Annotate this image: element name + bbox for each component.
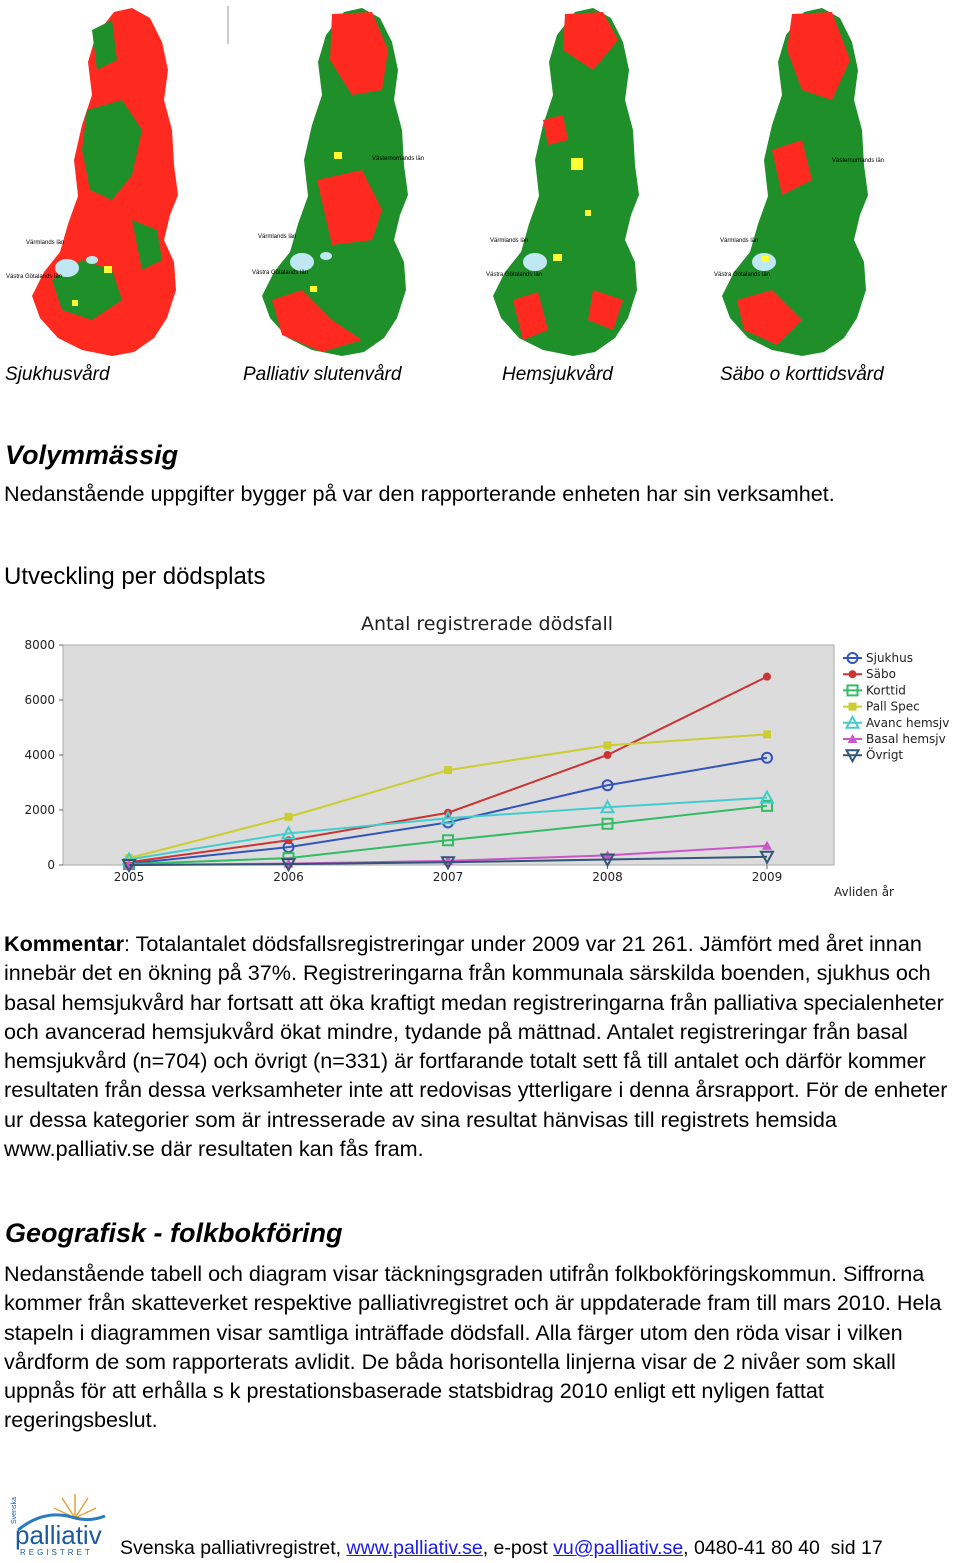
data-point (285, 813, 293, 821)
comment-label: Kommentar (4, 931, 124, 956)
sweden-maps-graphic (0, 0, 960, 362)
footer-org: Svenska palliativregistret, (120, 1537, 347, 1559)
county-label: Värmlands län (258, 234, 297, 240)
map-sjukhusvard (32, 8, 178, 356)
data-point (763, 673, 771, 681)
data-point (604, 751, 612, 759)
section-intro: Nedanstående uppgifter bygger på var den rapporterande enheten har sin verksamhet. (4, 481, 835, 506)
county-label: Värmlands län (26, 240, 65, 246)
comment-text: : Totalantalet dödsfallsregistreringar under 2009 var 21 261. Jämfört med året innan innebär det en ökning på 37%. Registreringarna från kommunala särskilda boenden, sjukhus och basal hemsjukvård har fortsatt att öka kraftigt medan registreringarna från palliativa specialenheter och avancerad hemsjukvård ökat mindre, tydande på mättnad. Antalet registreringar från basal hemsjukvård (n=704) och övrigt (n=331) är fortfarande totalt sett få till antalet och därför kommer resultaten från dessa verksamheter inte att redovisas ytterligare i denna årsrapport. För de enheter ur dessa kategorier som är intresserade av sina resultat hänvisas till registrets hemsida www.palliativ.se där resultaten kan fås fram. (4, 931, 948, 1162)
legend-label: Pall Spec (866, 699, 920, 714)
map-caption: Säbo o korttidsvård (720, 364, 884, 385)
deaths-line-chart (0, 600, 960, 900)
county-label: Västernorrlands län (372, 156, 425, 162)
x-tick-label: 2005 (113, 870, 145, 884)
y-tick-label: 8000 (24, 638, 55, 652)
legend-marker (849, 703, 857, 711)
chart-subheading: Utveckling per dödsplats (4, 563, 266, 590)
palliativ-logo (10, 1488, 110, 1558)
legend-label: Säbo (866, 667, 896, 682)
map-palliativ-slutenvard (262, 8, 408, 356)
section-heading: Volymmässig (5, 440, 179, 470)
legend-marker (849, 670, 857, 678)
footer-sep: , e-post (482, 1537, 554, 1559)
legend-label: Sjukhus (866, 651, 913, 665)
comment-paragraph (4, 929, 959, 1163)
x-tick-label: 2007 (432, 870, 464, 884)
logo-side: Svenska (11, 1497, 18, 1524)
legend-item (843, 667, 896, 681)
y-tick-label: 0 (47, 858, 55, 872)
legend-label: Korttid (866, 683, 906, 698)
y-tick-label: 6000 (24, 693, 55, 707)
legend-item (843, 700, 920, 714)
page-number: sid 17 (830, 1537, 883, 1559)
plot-area (63, 645, 834, 865)
x-tick-label: 2008 (592, 870, 623, 884)
map-caption: Hemsjukvård (502, 364, 613, 385)
legend-label: Basal hemsjv (866, 732, 946, 746)
footer-site-link[interactable]: www.palliativ.se (346, 1537, 483, 1559)
x-tick-label: 2006 (273, 870, 304, 884)
map-hemsjukvard (493, 8, 639, 356)
y-tick-label: 2000 (24, 803, 55, 817)
footer-email-link[interactable]: vu@palliativ.se (553, 1537, 684, 1559)
county-label: Värmlands län (490, 238, 529, 244)
county-label: Västra Götalands län (714, 272, 771, 278)
legend-label: Avanc hemsjv (866, 715, 950, 730)
legend-item (843, 683, 906, 697)
legend-item (843, 651, 913, 665)
section-text: Nedanstående tabell och diagram visar täckningsgraden utifrån folkbokföringskommun. Siffrorna kommer från skatteverket respektive palliativregistret och är uppdaterade fram till mars 2010. Hela stapeln i diagrammen visar samtliga inträffade dödsfall. Alla färger utom den röda visar i vilken vårdform de som rapporterats avlidit. De båda horisontella linjerna visar de 2 nivåer som skall uppnås för att erhålla s k prestationsbaserade statsbidrag 2010 enligt ett nyligen fattat regeringsbeslut. (4, 1261, 942, 1433)
map-caption: Sjukhusvård (5, 364, 110, 385)
x-axis-label: Avliden år (834, 885, 894, 899)
logo-word: palliativ (15, 1520, 102, 1550)
logo-sub: REGISTRET (20, 1548, 93, 1557)
data-point (604, 741, 612, 749)
x-tick-label: 2009 (751, 870, 783, 884)
county-label: Västra Götalands län (486, 272, 543, 278)
county-label: Värmlands län (720, 238, 759, 244)
county-label: Västernorrlands län (832, 158, 885, 164)
map-sabo-korttidsvard (722, 8, 868, 356)
y-tick-label: 4000 (24, 748, 55, 762)
map-caption: Palliativ slutenvård (243, 364, 402, 385)
legend-label: Övrigt (866, 748, 904, 763)
data-point (444, 766, 452, 774)
legend-item (843, 732, 946, 746)
legend-item (843, 716, 949, 730)
county-label: Västra Götalands län (6, 274, 63, 280)
county-label: Västra Götalands län (252, 270, 309, 276)
section-heading: Geografisk - folkbokföring (5, 1218, 343, 1248)
chart-title: Antal registrerade dödsfall (360, 613, 614, 635)
footer-phone: , 0480-41 80 40 (683, 1537, 820, 1559)
legend-item (843, 746, 903, 762)
data-point (763, 730, 771, 738)
page-footer (120, 1537, 883, 1560)
